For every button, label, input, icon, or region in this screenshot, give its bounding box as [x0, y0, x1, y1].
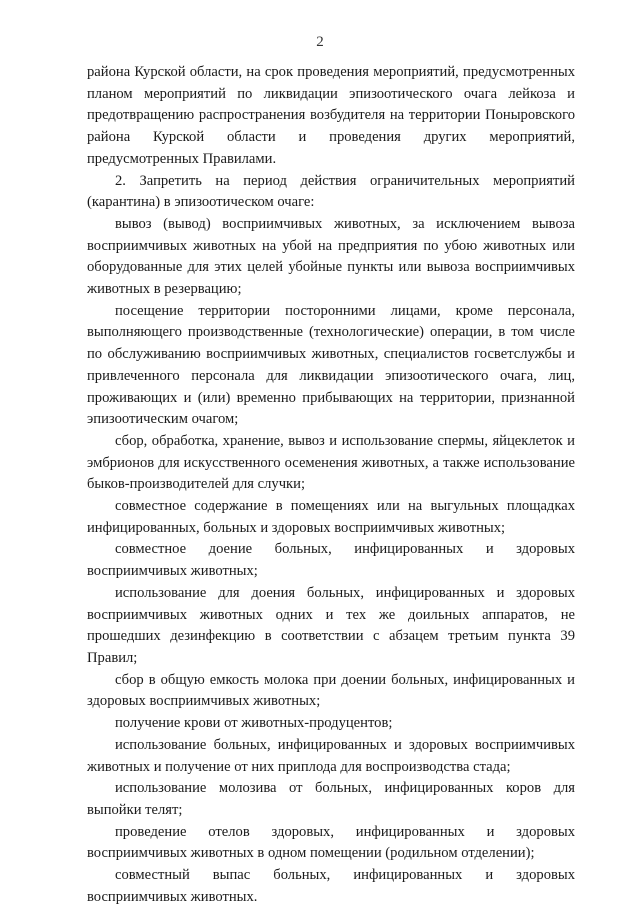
paragraph: сбор в общую емкость молока при доении больных, инфицированных и здоровых восприимчивых животных; — [87, 671, 575, 710]
paragraph: вывоз (вывод) восприимчивых животных, за исключением вывоза восприимчивых животных на убой на предприятия по убою животных или оборудованные для этих целей убойные пункты или вывоза восприимчивых животных в резервацию; — [87, 215, 575, 298]
paragraph: проведение отелов здоровых, инфицированных и здоровых восприимчивых животных в одном помещении (родильном отделении); — [87, 823, 575, 862]
paragraph: 2. Запретить на период действия ограничительных мероприятий (карантина) в эпизоотическом очаге: — [87, 172, 575, 211]
paragraph: сбор, обработка, хранение, вывоз и использование спермы, яйцеклеток и эмбрионов для искусственного осеменения животных, а также использование быков-производителей для случки; — [87, 432, 575, 493]
page-number: 2 — [316, 34, 324, 50]
paragraph: получение крови от животных-продуцентов; — [115, 715, 393, 732]
body-text — [87, 62, 575, 908]
paragraph: района Курской области, на срок проведения мероприятий, предусмотренных планом мероприятий по ликвидации эпизоотического очага лейкоза и предотвращению распространения возбудителя на территории Поныровского района Курской области и проведения других мероприятий, предусмотренных Правилами. — [87, 64, 575, 167]
paragraph: использование для доения больных, инфицированных и здоровых восприимчивых животных одних и тех же доильных аппаратов, не прошедших дезинфекцию в соответствии с абзацем третьим пункта 39 Правил; — [87, 584, 575, 666]
paragraph: использование молозива от больных, инфицированных коров для выпойки телят; — [87, 780, 575, 818]
paragraph: совместный выпас больных, инфицированных и здоровых восприимчивых животных. — [87, 867, 575, 905]
paragraph: посещение территории посторонними лицами, кроме персонала, выполняющего производственные (технологические) операции, в том числе по обслуживанию восприимчивых животных, специалистов госветслужбы и привлеченного персонала для ликвидации эпизоотического очага, лиц, проживающих и (или) временно прибывающих на территории, признанной эпизоотическим очагом; — [87, 302, 575, 428]
paragraph: использование больных, инфицированных и здоровых восприимчивых животных и получение от них приплода для воспроизводства стада; — [87, 736, 575, 775]
paragraph: совместное доение больных, инфицированных и здоровых восприимчивых животных; — [87, 541, 575, 580]
paragraph: совместное содержание в помещениях или на выгульных площадках инфицированных, больных и здоровых восприимчивых животных; — [87, 498, 575, 536]
